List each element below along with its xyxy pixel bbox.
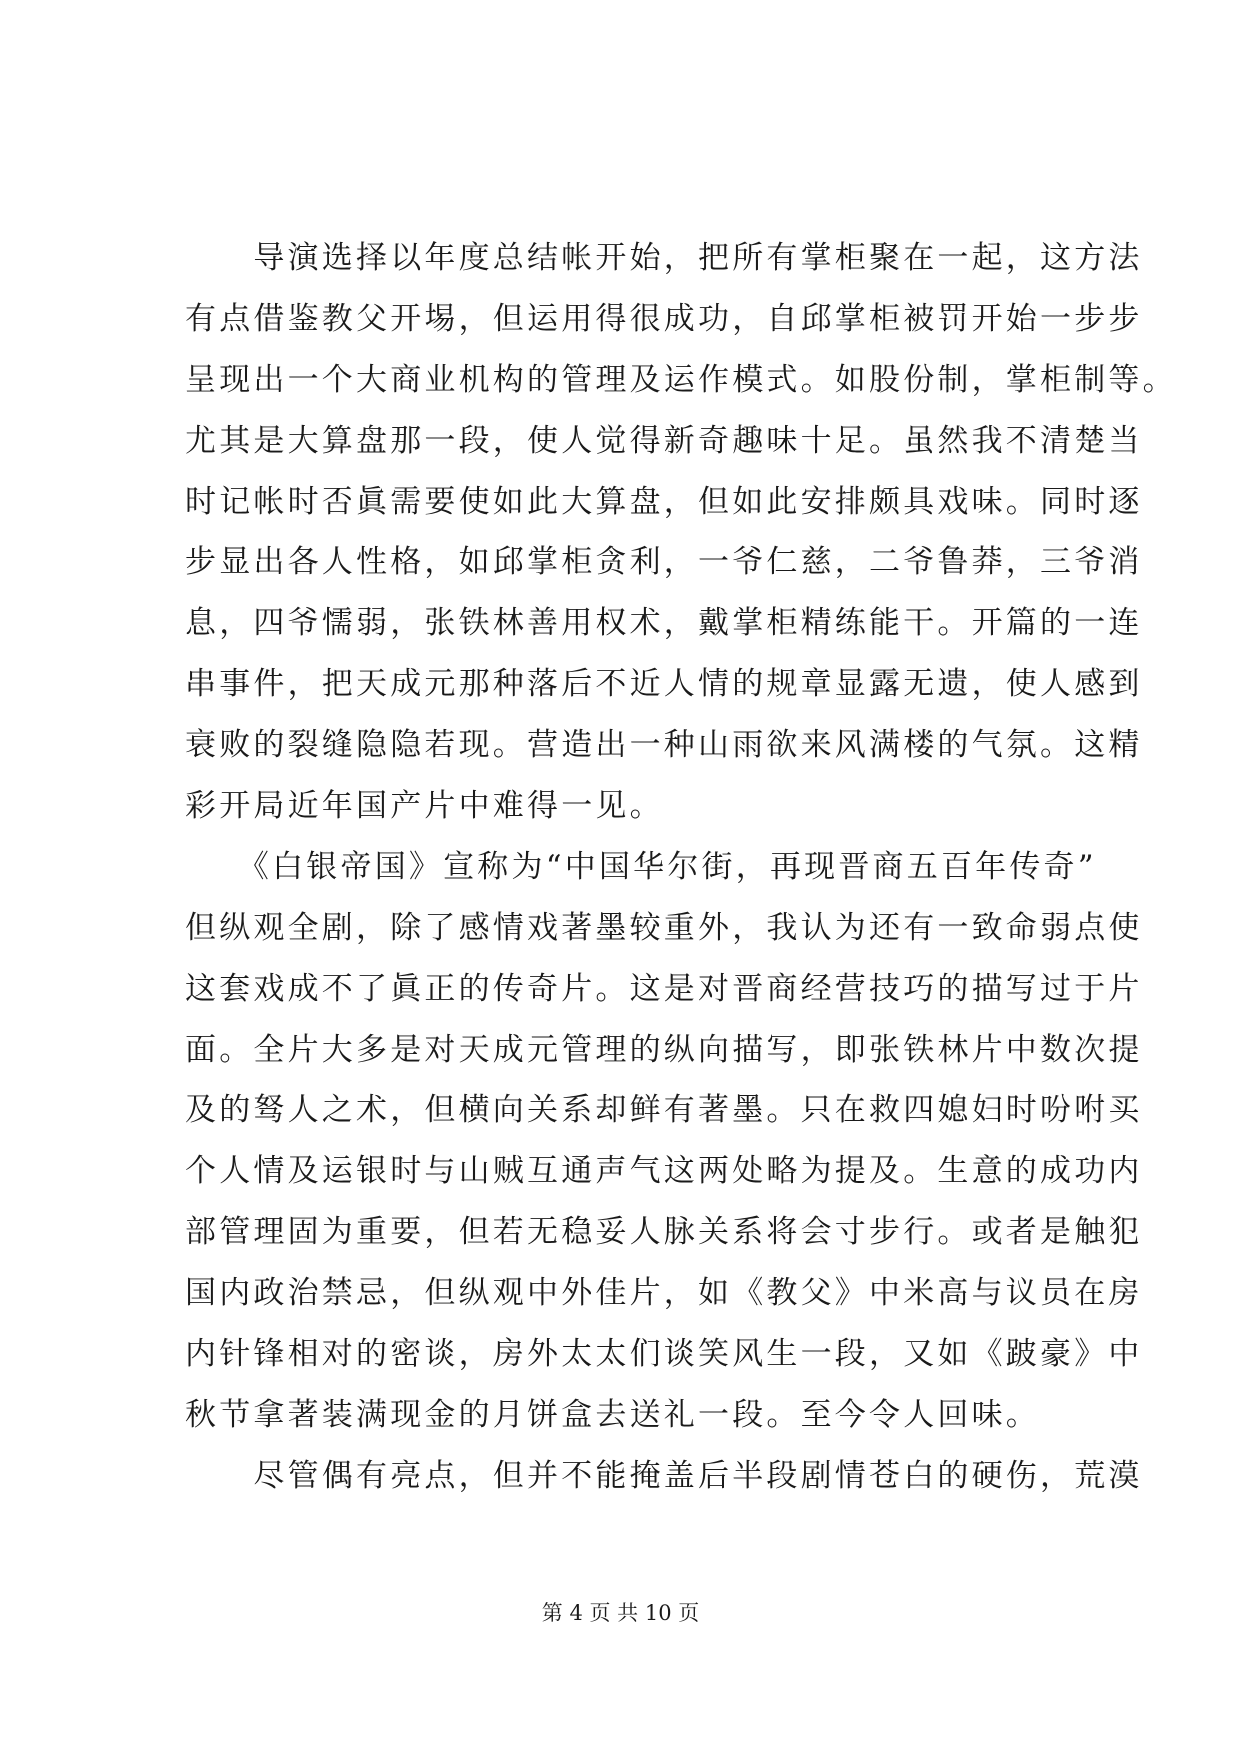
text-line: 部管理固为重要，但若无稳妥人脉关系将会寸步行。或者是触犯 — [185, 1214, 1143, 1251]
text-line: 导演选择以年度总结帐开始，把所有掌柜聚在一起，这方法 — [185, 240, 1143, 276]
text-line: 衰败的裂缝隐隐若现。营造出一种山雨欲来风满楼的气氛。这精 — [185, 727, 1143, 764]
text-line: 时记帐时否眞需要使如此大算盘，但如此安排颇具戏味。同时逐 — [185, 483, 1143, 520]
text-line: 息，四爷懦弱，张铁林善用权术，戴掌柜精练能干。开篇的一连 — [185, 605, 1143, 642]
text-line: 步显出各人性格，如邱掌柜贪利，一爷仁慈，二爷鲁莽，三爷消 — [185, 544, 1143, 581]
text-line: 面。全片大多是对天成元管理的纵向描写，即张铁林片中数次提 — [185, 1031, 1143, 1068]
text-line: 串事件，把天成元那种落后不近人情的规章显露无遗，使人感到 — [185, 666, 1143, 703]
text-line: 个人情及运银时与山贼互通声气这两处略为提及。生意的成功内 — [185, 1153, 1143, 1190]
text-line: 尤其是大算盘那一段，使人觉得新奇趣味十足。虽然我不清楚当 — [185, 422, 1143, 459]
text-line: 秋节拿著装满现金的月饼盒去送礼一段。至今令人回味。 — [185, 1396, 1040, 1433]
body-text — [185, 228, 1177, 1507]
text-line: 呈现出一个大商业机构的管理及运作模式。如股份制，掌柜制等。 — [185, 361, 1177, 398]
text-line: 有点借鉴教父开埸，但运用得很成功，自邱掌柜被罚开始一步步 — [185, 300, 1143, 337]
text-line: 《白银帝国》宣称为“中国华尔街，再现晋商五百年传奇” — [185, 848, 1097, 885]
text-line: 及的驽人之术，但横向关系却鲜有著墨。只在救四媳妇时吩咐买 — [185, 1092, 1143, 1129]
text-line: 彩开局近年国产片中难得一见。 — [185, 788, 664, 825]
text-line: 国内政治禁忌，但纵观中外佳片，如《教父》中米高与议员在房 — [185, 1275, 1143, 1312]
text-line: 这套戏成不了眞正的传奇片。这是对晋商经营技巧的描写过于片 — [185, 970, 1143, 1007]
text-line: 内针锋相对的密谈，房外太太们谈笑风生一段，又如《跛豪》中 — [185, 1336, 1143, 1373]
text-line: 尽管偶有亮点，但并不能掩盖后半段剧情苍白的硬伤，荒漠 — [185, 1457, 1143, 1494]
text-line: 但纵观全剧，除了感情戏著墨较重外，我认为还有一致命弱点使 — [185, 909, 1143, 946]
page-number-footer: 第 4 页 共 10 页 — [541, 1601, 700, 1625]
